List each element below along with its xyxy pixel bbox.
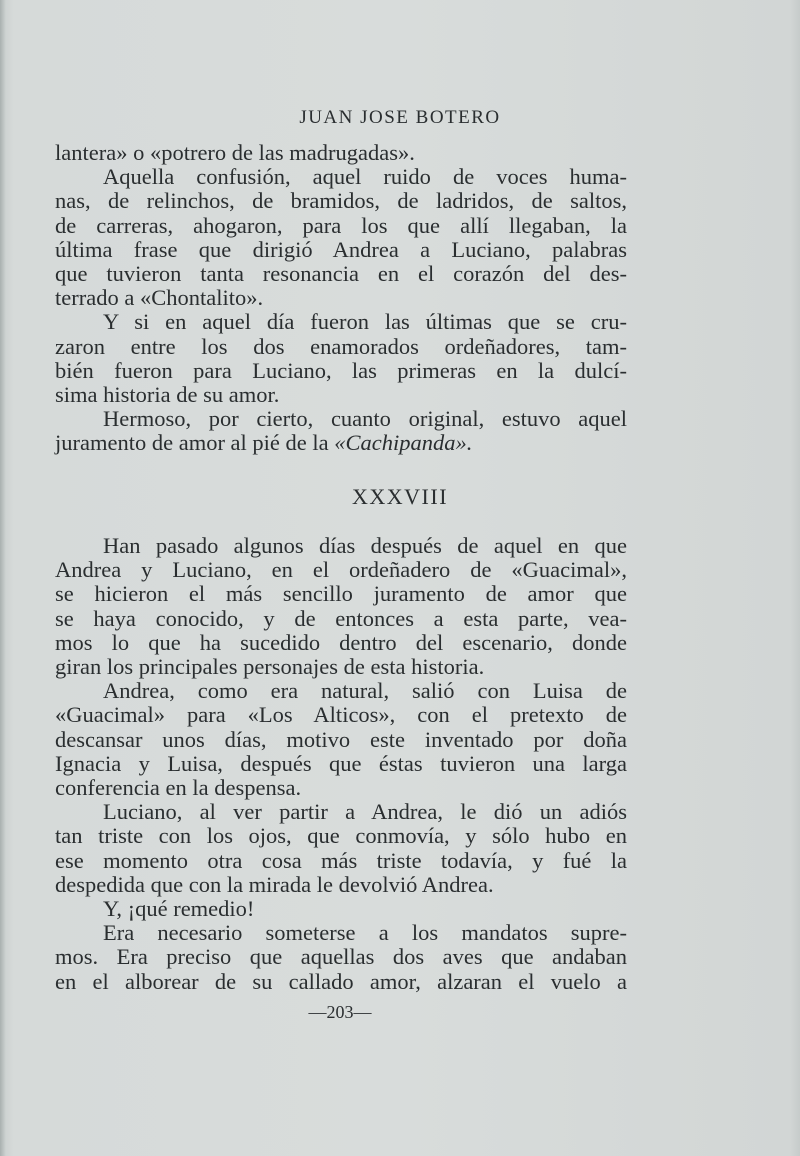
text-line: conferencia en la despensa.: [55, 775, 302, 801]
text-line: en el alborear de su callado amor, alzaran el vuelo a: [55, 968, 627, 994]
text-line: giran los principales personajes de esta historia.: [55, 654, 485, 680]
text-line: de carreras, ahogaron, para los que allí llegaban, la: [55, 212, 627, 238]
text-line: Han pasado algunos días después de aquel en que: [103, 533, 627, 558]
text-line: Ignacia y Luisa, después que éstas tuvieron una larga: [55, 750, 627, 776]
italic-place-name: «Cachipanda».: [334, 430, 473, 456]
text-line: descansar unos días, motivo este inventado por doña: [55, 726, 627, 752]
text-run: juramento de amor al pié de la: [55, 430, 335, 456]
text-line: ese momento otra cosa más triste todavía, y fué la: [55, 847, 627, 873]
text-line: Andrea, como era natural, salió con Luisa de: [103, 678, 627, 704]
text-line: nas, de relinchos, de bramidos, de ladridos, de saltos,: [55, 188, 627, 214]
text-line: lantera» o «potrero de las madrugadas».: [55, 140, 415, 165]
text-line-with-italic: [55, 431, 627, 455]
running-title: JUAN JOSE BOTERO: [299, 107, 501, 128]
text-block-1: [55, 141, 627, 456]
text-line: Hermoso, por cierto, cuanto original, estuvo aquel: [103, 406, 627, 432]
text-line: Era necesario someterse a los mandatos supre-: [103, 920, 627, 946]
page-spine-shadow: [0, 0, 6, 1156]
chapter-heading: XXXVIII: [351, 484, 449, 509]
text-line: tan triste con los ojos, que conmovía, y sólo hubo en: [55, 823, 627, 849]
text-line: Y, ¡qué remedio!: [103, 896, 255, 922]
text-line: zaron entre los dos enamorados ordeñadores, tam-: [55, 333, 627, 359]
text-line: despedida que con la mirada le devolvió Andrea.: [55, 871, 494, 897]
text-line: que tuvieron tanta resonancia en el corazón del des-: [55, 261, 627, 287]
text-line: se haya conocido, y de entonces a esta parte, vea-: [55, 605, 627, 631]
text-line: última frase que dirigió Andrea a Luciano, palabras: [55, 236, 627, 262]
page-number: —203—: [308, 1002, 372, 1022]
text-line: bién fueron para Luciano, las primeras en la dulcí-: [55, 357, 627, 383]
text-line: Aquella confusión, aquel ruido de voces huma-: [103, 164, 627, 190]
text-line: mos. Era preciso que aquellas dos aves que andaban: [55, 944, 627, 970]
text-line: Luciano, al ver partir a Andrea, le dió un adiós: [103, 799, 627, 825]
text-line: Y si en aquel día fueron las últimas que se cru-: [103, 309, 627, 335]
text-line: Andrea y Luciano, en el ordeñadero de «Guacimal»,: [55, 557, 627, 583]
text-line: mos lo que ha sucedido dentro del escenario, donde: [55, 629, 627, 655]
text-line: «Guacimal» para «Los Alticos», con el pretexto de: [55, 702, 627, 728]
text-line: se hicieron el más sencillo juramento de amor que: [55, 581, 627, 607]
text-line: sima historia de su amor.: [55, 382, 280, 408]
text-line: terrado a «Chontalito».: [55, 285, 264, 311]
text-block-2: [55, 534, 627, 994]
